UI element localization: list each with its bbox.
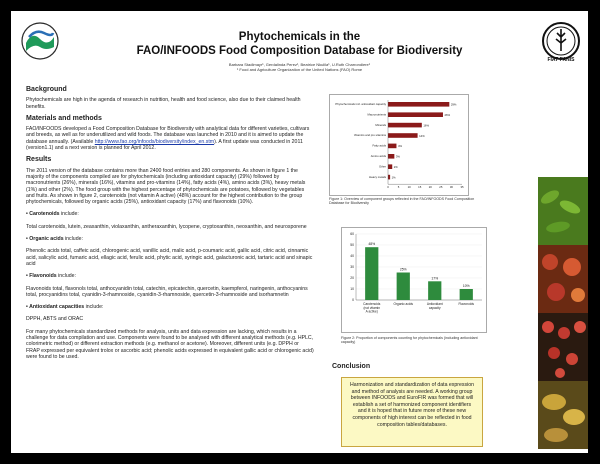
category-label: Flavonoids xyxy=(458,302,474,306)
bullet-title: • Organic acids include: xyxy=(26,236,83,243)
poster-header xyxy=(11,11,588,85)
poster-title-line1: Phytochemicals in the xyxy=(238,31,361,43)
figure2-caption: Figure 2: Proportion of components counting for phytochemicals (including antioxidant capacity) xyxy=(341,336,478,345)
background-heading: Background xyxy=(26,86,67,93)
category-label: Minerals xyxy=(375,122,386,127)
category-label: Other xyxy=(379,164,386,169)
bar xyxy=(388,123,422,128)
y-tick-label: 10 xyxy=(350,287,354,292)
food-photo-strip xyxy=(538,177,588,449)
bullet-title: • Flavonoids include: xyxy=(26,273,76,280)
y-tick-label: 0 xyxy=(352,298,354,303)
bar xyxy=(388,154,394,159)
data-label: 17% xyxy=(431,276,439,281)
data-label: 1% xyxy=(391,175,396,180)
data-label: 14% xyxy=(419,133,425,138)
bullet-text: DPPH, ABTS and ORAC xyxy=(26,316,84,323)
x-tick-label: 15 xyxy=(418,185,422,190)
y-tick-label: 20 xyxy=(350,276,354,281)
bar xyxy=(388,102,449,107)
category-label: Fatty acids xyxy=(372,143,386,148)
y-tick-label: 60 xyxy=(350,232,354,237)
results-text: The 2011 version of the database contains more than 2400 food entries and 280 components. As shown in figure 1 the majority of the components compiled are for phytochemicals (including antioxidant capacity) (29%) followed by macronutrients (26%), minerals (16%), vitamins and pro-vitamins (14%), fatty acids (4%), amino acids (3%), heavy metals (1%) and other (2%). The food group with the highest percentage of phytochemicals are potatoes, followed by vegetables and fruits. As shown in figure 2, carotenoids (not vitamin A active) (48%) account for the highest contribution to the group phytochemicals, followed by organic acids (25%), antioxidant capacity (17%) and flavonoids (10%). xyxy=(26,167,306,206)
x-tick-label: 25 xyxy=(439,185,443,190)
conclusion-box: Harmonization and standardization of data expression and method of analysis are needed. A working group between INFOODS and EuroFIR was formed that will establish a set of harmonized component identifiers and it is hoped that in future more of these new components of high interest can be reflected in food composition tables/databases. xyxy=(341,377,483,447)
figure1-caption: Figure 1: Overview of component groups reflected in the FAO/INFOODS Food Composition Database for Biodiversity xyxy=(329,197,475,206)
category-label: Phytochemicals incl. antioxidant capacity xyxy=(335,102,386,106)
x-tick-label: 35 xyxy=(460,185,464,190)
category-label: Macronutrients xyxy=(367,112,386,117)
data-label: 26% xyxy=(444,113,451,117)
bar xyxy=(388,112,443,117)
bullet-title: • Carotenoids include: xyxy=(26,211,79,218)
results-text-2: For many phytochemicals standardized methods for analysis, units and data expression are lacking, which results in a challenge for data compilation and use. Components were found to be analysed with different analytical methods (e.g. HPLC, colorimetric method) or different extraction methods (e.g. methanol or acetone). Moreover, different units (e.g. DPPH or FRAP expressed per equivalent trolox or ascorbic acid; phenolic acids expressed in equivalent gallic acid or chlorogenic acid) were found to be used. xyxy=(26,328,314,360)
category-label: Heavy metals xyxy=(369,174,386,179)
data-label: 25% xyxy=(399,267,407,272)
bullet-title: • Antioxidant capacities include: xyxy=(26,304,104,311)
fao-logo-icon xyxy=(541,21,581,67)
figure2-chart xyxy=(341,227,487,333)
authors: Barbara Stadlmayr¹, Gerdalinda Perez¹, Beatrice Nkulila¹, U.Ruth Charrondiere¹ xyxy=(228,62,371,67)
materials-text: FAO/INFOODS developed a Food Composition Database for Biodiversity with analytical data for different varieties, cultivars and breeds, as well as for underutilized and wild foods. The database was launched in 2010 and it is aimed to update the database annually. (Available http://www.fao.org/infoods/biodiversity/index_en.stm). A first update was conducted in 2011 (version1.1) and a next version is planned for April 2012. xyxy=(26,126,310,152)
figure1-chart xyxy=(329,94,469,196)
bar xyxy=(397,273,410,301)
poster-title-line2: FAO/INFOODS Food Composition Database for Biodiversity xyxy=(136,45,463,57)
x-tick-label: 20 xyxy=(428,185,432,190)
data-label: 16% xyxy=(423,123,429,128)
bar xyxy=(388,175,390,180)
bar xyxy=(388,144,396,149)
x-tick-label: 30 xyxy=(449,185,453,190)
category-label: Carotenoids (not vitamin A active) xyxy=(363,302,381,314)
poster xyxy=(11,11,588,453)
bar xyxy=(460,289,473,300)
data-label: 29% xyxy=(450,102,457,107)
conclusion-heading: Conclusion xyxy=(332,363,371,370)
x-tick-label: 5 xyxy=(397,185,400,190)
x-tick-label: 0 xyxy=(387,185,389,190)
bullet-text: Phenolic acids total, caffeic acid, chlorogenic acid, vanillic acid, malic acid, p-coumaric acid, gallic acid, citric acid, cinnamic acid, salicylic acid, fumaric acid, ellagic acid, ferulic acid, phytic acid, syringic acid, galacturonic acid, tartaric acid and sinapic acid xyxy=(26,248,313,267)
bullet-text: Flavonoids total, flavonols total, anthocyanidin total, catechin, epicatechin, quercetin, kaempferol, naringenin, anthocyanins total, procyanidins total, cyanidin-3-rhamnoside, cyanidin-3-rhamnoside, quercetin-3-rhamnoside and isorhamnetin xyxy=(26,285,308,298)
category-label: Amino acids xyxy=(370,154,386,158)
left-column xyxy=(26,87,314,366)
data-label: 4% xyxy=(397,144,403,149)
svg-text:FIAT PANIS: FIAT PANIS xyxy=(547,57,575,63)
results-bullets xyxy=(26,211,314,322)
category-label: Antioxidant capacity xyxy=(426,302,443,310)
data-label: 10% xyxy=(462,284,470,288)
database-link[interactable]: http://www.fao.org/infoods/biodiversity/index_en.stm xyxy=(94,138,215,145)
category-label: Vitamins and pro-vitamins xyxy=(353,133,386,138)
bar xyxy=(388,133,418,138)
data-label: 3% xyxy=(395,154,400,159)
x-tick-label: 10 xyxy=(407,185,411,190)
y-tick-label: 40 xyxy=(350,254,354,259)
bullet-text: Total carotenoids, lutein, zeaxanthin, violaxanthin, antheraxanthin, lycopene, cryptoxanthin, neoxanthin, and neurosporene xyxy=(26,223,307,230)
bar xyxy=(428,281,441,300)
materials-heading: Materials and methods xyxy=(26,114,102,122)
results-heading: Results xyxy=(26,156,52,164)
bar xyxy=(388,164,392,169)
y-tick-label: 50 xyxy=(350,243,354,248)
data-label: 2% xyxy=(393,165,398,169)
affiliation: ¹ Food and Agriculture Organization of the United Nations (FAO) Rome xyxy=(236,67,363,72)
background-text: Phytochemicals are high in the agenda of research in nutrition, health and food science, also due to their claimed health benefits. xyxy=(26,97,301,110)
data-label: 48% xyxy=(368,242,376,247)
y-tick-label: 30 xyxy=(350,265,354,270)
bar xyxy=(365,247,378,300)
category-label: Organic acids xyxy=(393,302,413,306)
